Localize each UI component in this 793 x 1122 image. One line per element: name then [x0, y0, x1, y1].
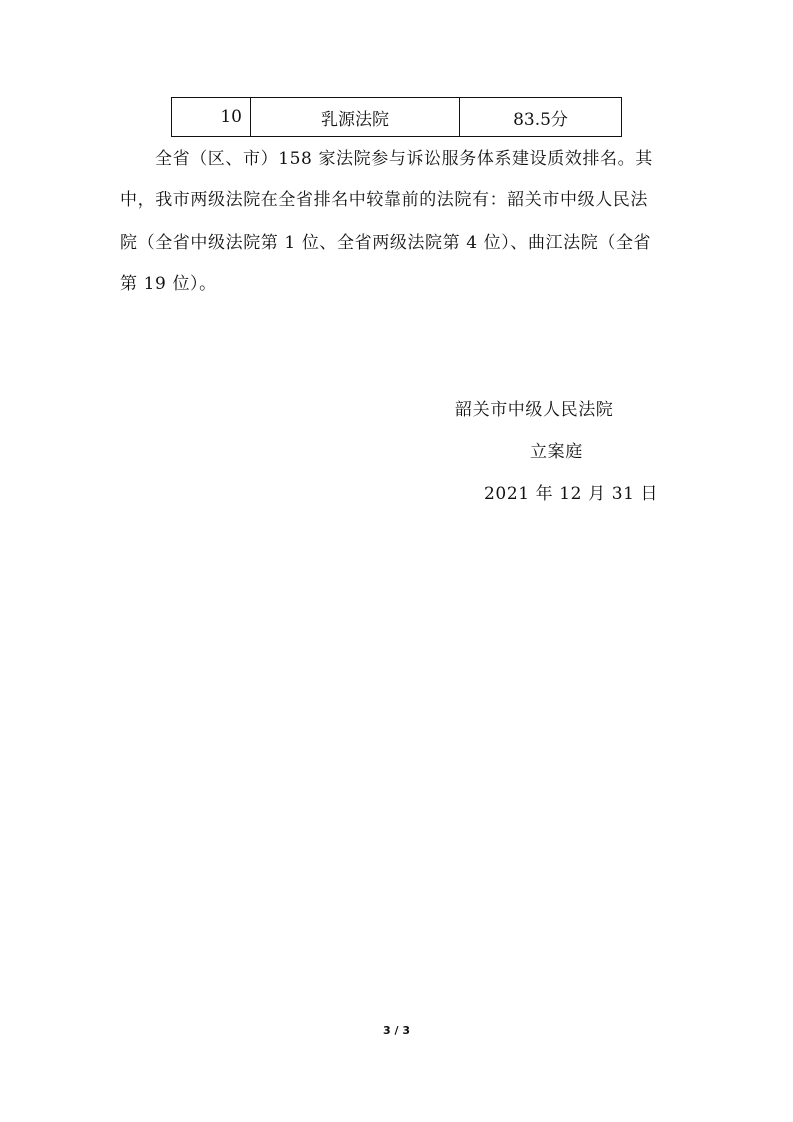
rank-cell: 10 [172, 98, 251, 137]
paragraph-line-1: 全省（区、市）158 家法院参与诉讼服务体系建设质效排名。其 [155, 149, 653, 169]
paragraph-line-2: 中，我市两级法院在全省排名中较靠前的法院有：韶关市中级人民法 [120, 190, 648, 210]
paragraph-line-3: 院（全省中级法院第 1 位、全省两级法院第 4 位）、曲江法院（全省 [120, 233, 652, 253]
signature-department: 立案庭 [530, 442, 583, 462]
table-row [172, 98, 622, 137]
score-cell: 83.5分 [460, 98, 622, 137]
paragraph-line-4: 第 19 位）。 [120, 274, 217, 294]
ranking-table [171, 97, 622, 137]
signature-date: 2021 年 12 月 31 日 [484, 484, 659, 504]
signature-organization: 韶关市中级人民法院 [455, 400, 614, 420]
court-name-cell: 乳源法院 [251, 98, 460, 137]
page-number: 3 / 3 [383, 1024, 410, 1037]
